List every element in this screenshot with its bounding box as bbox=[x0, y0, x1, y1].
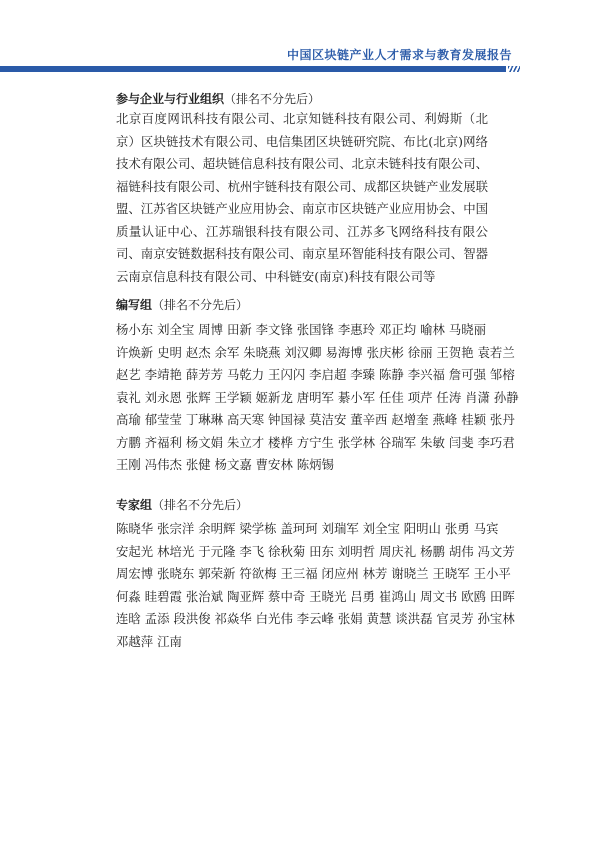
experts-line: 周宏博 张晓东 郭荣新 符欲梅 王三福 闭应州 林芳 谢晓兰 王晓军 王小平 bbox=[116, 566, 511, 581]
writers-line: 王刚 冯伟杰 张健 杨文嘉 曹安林 陈炳锡 bbox=[116, 457, 334, 472]
experts-heading-title: 专家组 bbox=[116, 498, 153, 512]
writers-line: 杨小东 刘全宝 周博 田新 李文锋 张国锋 李惠玲 邓正均 喻林 马晓丽 bbox=[116, 322, 486, 337]
orgs-heading bbox=[116, 90, 320, 107]
experts-heading-note: （排名不分先后） bbox=[152, 498, 249, 512]
writers-line: 袁礼 刘永恩 张辉 王学颖 姬新龙 唐明军 綦小军 任佳 项芹 任涛 肖潇 孙静 bbox=[116, 389, 519, 405]
orgs-list: 北京百度网讯科技有限公司、北京知链科技有限公司、利姆斯（北京）区块链技术有限公司、电信集团区块链研究院、布比(北京)网络技术有限公司、超块链信息科技有限公司、北京未链科技有限公司、福链科技有限公司、杭州宇链科技有限公司、成都区块链产业发展联盟、江苏省区块链产业应用协会、南京市区块链产业应用协会、中国质量认证中心、江苏瑞银科技有限公司、江苏多飞网络科技有限公司、南京安链数据科技有限公司、南京星环智能科技有限公司、智器云南京信息科技有限公司、中科链安(南京)科技有限公司等 bbox=[116, 111, 488, 284]
header-stripe-decoration bbox=[508, 66, 520, 72]
experts-heading bbox=[116, 496, 248, 513]
report-title: 中国区块链产业人才需求与教育发展报告 bbox=[286, 48, 512, 62]
writers-line: 许焕新 史明 赵杰 余军 朱晓燕 刘汉卿 易海博 张庆彬 徐丽 王贺艳 袁若兰 bbox=[116, 344, 515, 360]
writers-heading bbox=[116, 296, 248, 313]
experts-line: 连晗 孟添 段洪俊 祁焱华 白光伟 李云峰 张娟 黄慧 谈洪磊 官灵芳 孙宝林 bbox=[116, 611, 515, 626]
experts-line: 邓越萍 江南 bbox=[116, 633, 182, 649]
experts-line: 何淼 眭碧霞 张治斌 陶亚辉 蔡中奇 王晓光 吕勇 崔鸿山 周文书 欧鸥 田晖 bbox=[116, 588, 515, 604]
header-rule bbox=[0, 66, 506, 72]
experts-list bbox=[116, 518, 515, 653]
writers-heading-note: （排名不分先后） bbox=[152, 298, 249, 312]
writers-heading-title: 编写组 bbox=[116, 298, 153, 312]
writers-line: 赵艺 李靖艳 薛芳芳 马乾力 王闪闪 李启超 李臻 陈静 李兴福 詹可强 邹榕 bbox=[116, 367, 515, 382]
orgs-heading-title: 参与企业与行业组织 bbox=[116, 92, 225, 106]
experts-line: 安起光 林培光 于元隆 李飞 徐秋菊 田东 刘明哲 周庆礼 杨鹏 胡伟 冯文芳 bbox=[116, 543, 515, 559]
page-header bbox=[0, 0, 600, 72]
writers-line: 高瑜 郁莹莹 丁琳琳 高天寒 钟国禄 莫洁安 董辛西 赵增奎 燕峰 桂颖 张丹 bbox=[116, 412, 515, 427]
experts-line: 陈晓华 张宗洋 余明辉 梁学栋 盖珂珂 刘瑞军 刘全宝 阳明山 张勇 马宾 bbox=[116, 521, 499, 536]
writers-list bbox=[116, 319, 519, 477]
orgs-heading-note: （排名不分先后） bbox=[224, 92, 321, 106]
writers-line: 方鹏 齐福利 杨文娟 朱立才 楼桦 方宁生 张学林 谷瑞军 朱敏 闫斐 李巧君 bbox=[116, 434, 515, 450]
